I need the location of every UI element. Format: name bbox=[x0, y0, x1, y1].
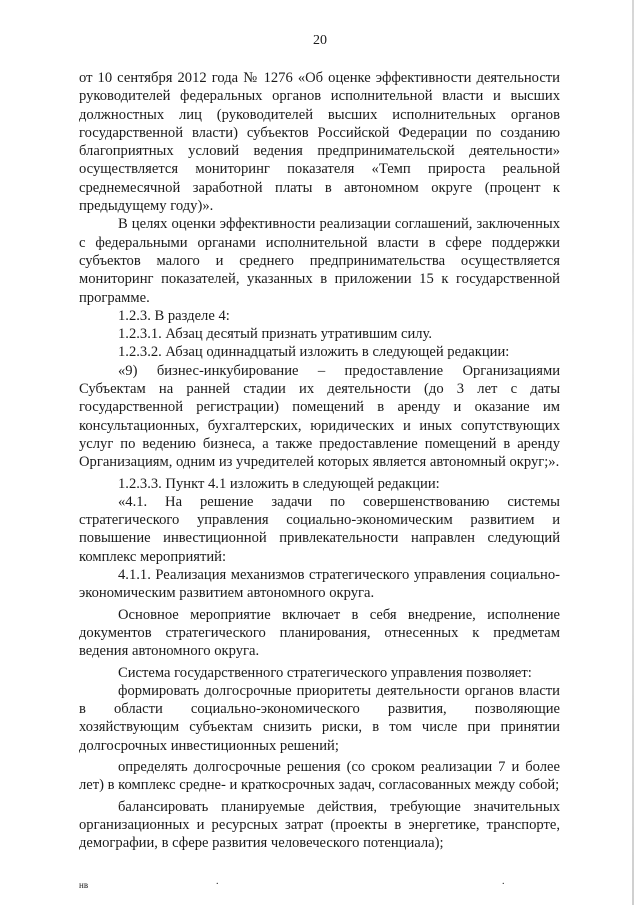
paragraph-3: 1.2.3. В разделе 4: bbox=[118, 307, 230, 324]
paragraph-10: Основное мероприятие включает в себя внедрение, исполнение документов стратегического планирования, отнесенных к предметам ведения автономного округа. bbox=[79, 606, 560, 660]
page-number: 20 bbox=[313, 33, 327, 48]
paragraph-7: 1.2.3.3. Пункт 4.1 изложить в следующей редакции: bbox=[118, 475, 440, 492]
paragraph-9: 4.1.1. Реализация механизмов стратегического управления социально-экономическим развитием автономного округа. bbox=[79, 567, 560, 602]
paragraph-5: 1.2.3.2. Абзац одиннадцатый изложить в следующей редакции: bbox=[118, 344, 510, 361]
paragraph-6: «9) бизнес-инкубирование – предоставление Организациями Субъектам на ранней стадии их деятельности (до 3 лет с даты государственной регистрации) помещений в аренду и оказание им консультационных, бухгалтерских, юридических и иных сопутствующих услуг по ведению бизнеса, а также предоставление помещений в аренду Организациям, одним из учредителей которых является автономный округ;». bbox=[79, 362, 560, 471]
paragraph-1: от 10 сентября 2012 года № 1276 «Об оценке эффективности деятельности руководителей федеральных органов исполнительной власти и высших должностных лиц (руководителей высших исполнительных органов государственной власти) субъектов Российской Федерации по созданию благоприятных условий ведения предпринимательской деятельности» осуществляется мониторинг показателя «Темп прироста реальной среднемесячной заработной платы в автономном округе (процент к предыдущему году)». bbox=[79, 70, 560, 215]
paragraph-2: В целях оценки эффективности реализации соглашений, заключенных с федеральными органами исполнительной власти в сфере поддержки субъектов малого и среднего предпринимательства осуществляется мониторинг показателей, указанных в приложении 15 к государственной программе. bbox=[79, 216, 560, 306]
paragraph-14: балансировать планируемые действия, требующие значительных организационных и ресурсных затрат (проекты в энергетике, транспорте, демографии, в сфере развития человеческого потенциала); bbox=[79, 798, 560, 852]
footer-mark-left: . bbox=[216, 876, 219, 887]
page-edge bbox=[632, 0, 634, 905]
paragraph-4: 1.2.3.1. Абзац десятый признать утратившим силу. bbox=[118, 326, 433, 343]
paragraph-12: формировать долгосрочные приоритеты деятельности органов власти в области социально-экономического развития, позволяющие хозяйствующим субъектам снизить риски, в том числе при принятии долгосрочных инвестиционных решений; bbox=[79, 682, 560, 754]
footer-code: нв bbox=[79, 880, 89, 890]
footer-mark-right: . bbox=[502, 876, 505, 887]
paragraph-11: Система государственного стратегического управления позволяет: bbox=[118, 664, 532, 681]
paragraph-13: определять долгосрочные решения (со сроком реализации 7 и более лет) в комплекс средне- и краткосрочных задач, согласованных между собой; bbox=[79, 758, 560, 794]
paragraph-8: «4.1. На решение задачи по совершенствованию системы стратегического управления социально-экономическим развитием и повышение инвестиционной привлекательности направлен следующий комплекс мероприятий: bbox=[79, 493, 560, 565]
document-body bbox=[79, 69, 560, 852]
